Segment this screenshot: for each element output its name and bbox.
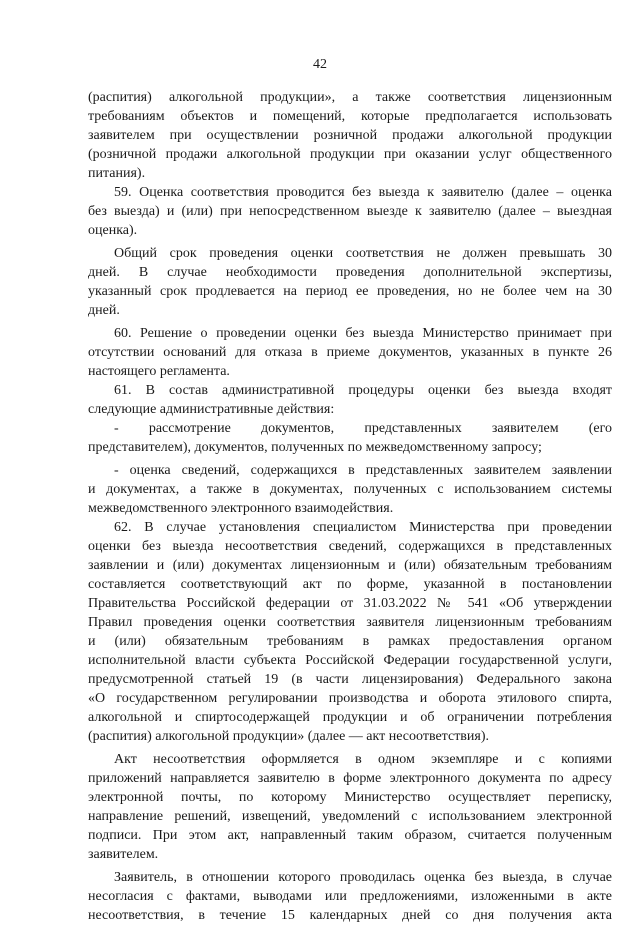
text-line: (розничной продажи алкогольной продукции при оказании услуг общественного	[88, 147, 612, 162]
text-line: межведомственного электронного взаимодействия.	[88, 501, 394, 516]
text-line: (распития) алкогольной продукции», а также соответствия лицензионным	[88, 90, 612, 105]
text-line: подписи. При этом акт, направленный таким образом, считается полученным	[88, 828, 612, 843]
text-line: несоответствия, в течение 15 календарных дней со дня получения акта	[88, 908, 612, 923]
text-line: следующие административные действия:	[88, 402, 335, 417]
paragraph-61: 61. В состав административной процедуры оценки без выезда входят	[114, 383, 612, 398]
text-line: питания).	[88, 166, 146, 181]
text-line: без выезда) и (или) при непосредственном выезде к заявителю (далее – выездная	[88, 204, 612, 219]
paragraph-act: Акт несоответствия оформляется в одном экземпляре и с копиями	[114, 752, 612, 767]
text-line: и документах, а также в документах, полученных с использованием системы	[88, 482, 612, 497]
text-line: заявлении и (или) документах лицензионным и (или) обязательным требованиям	[88, 558, 612, 573]
text-line: алкогольной и спиртосодержащей продукции и об ограничении потребления	[88, 710, 612, 725]
list-item: - оценка сведений, содержащихся в представленных заявителем заявлении	[114, 463, 612, 478]
page-number: 42	[313, 57, 327, 72]
text-line: и (или) обязательным требованиям в рамках предоставления органом	[88, 634, 612, 649]
text-line: направление решений, извещений, уведомлений с использованием электронной	[88, 809, 612, 824]
text-line: оценка).	[88, 223, 138, 238]
text-line: требованиям объектов и помещений, которые предполагается использовать	[88, 109, 612, 124]
paragraph-62: 62. В случае установления специалистом Министерства при проведении	[114, 520, 612, 535]
paragraph-60: 60. Решение о проведении оценки без выезда Министерство принимает при	[114, 326, 612, 341]
text-line: исполнительной власти субъекта Российской Федерации государственной услуги,	[88, 653, 612, 668]
list-item: - рассмотрение документов, представленных заявителем (его	[114, 421, 612, 436]
text-line: заявителем при осуществлении розничной продажи алкогольной продукции	[88, 128, 612, 143]
paragraph-term: Общий срок проведения оценки соответствия не должен превышать 30	[114, 246, 612, 261]
text-line: приложений направляется заявителю в форме электронного документа по адресу	[88, 771, 612, 786]
text-line: несогласия с фактами, выводами или предложениями, изложенными в акте	[88, 889, 612, 904]
text-line: оценки без выезда несоответствия сведений, содержащихся в представленных	[88, 539, 612, 554]
text-line: Правительства Российской федерации от 31.03.2022 № 541 «Об утверждении	[88, 596, 612, 611]
paragraph-applicant: Заявитель, в отношении которого проводилась оценка без выезда, в случае	[114, 870, 612, 885]
body-text	[88, 88, 612, 925]
text-line: (распития) алкогольной продукции» (далее — акт несоответствия).	[88, 729, 490, 744]
text-line: предусмотренной статьей 19 (в части лицензирования) Федерального закона	[88, 672, 612, 687]
text-line: составляется соответствующий акт по форме, указанной в постановлении	[88, 577, 612, 592]
text-line: Правил проведения оценки соответствия заявителя лицензионным требованиям	[88, 615, 612, 630]
text-line: «О государственном регулировании производства и оборота этилового спирта,	[88, 691, 612, 706]
text-line: настоящего регламента.	[88, 364, 230, 379]
text-line: указанный срок продлевается на период ее проведения, но не более чем на 30	[88, 284, 612, 299]
text-line: отсутствии оснований для отказа в приеме документов, указанных в пункте 26	[88, 345, 612, 360]
text-line: заявителем.	[88, 847, 159, 862]
text-line: дней.	[88, 303, 120, 318]
paragraph-59: 59. Оценка соответствия проводится без выезда к заявителю (далее – оценка	[114, 185, 612, 200]
text-line: представителем), документов, полученных по межведомственному запросу;	[88, 440, 542, 455]
text-line: дней. В случае необходимости проведения дополнительной экспертизы,	[88, 265, 612, 280]
text-line: электронной почты, по которому Министерство осуществляет переписку,	[88, 790, 612, 805]
